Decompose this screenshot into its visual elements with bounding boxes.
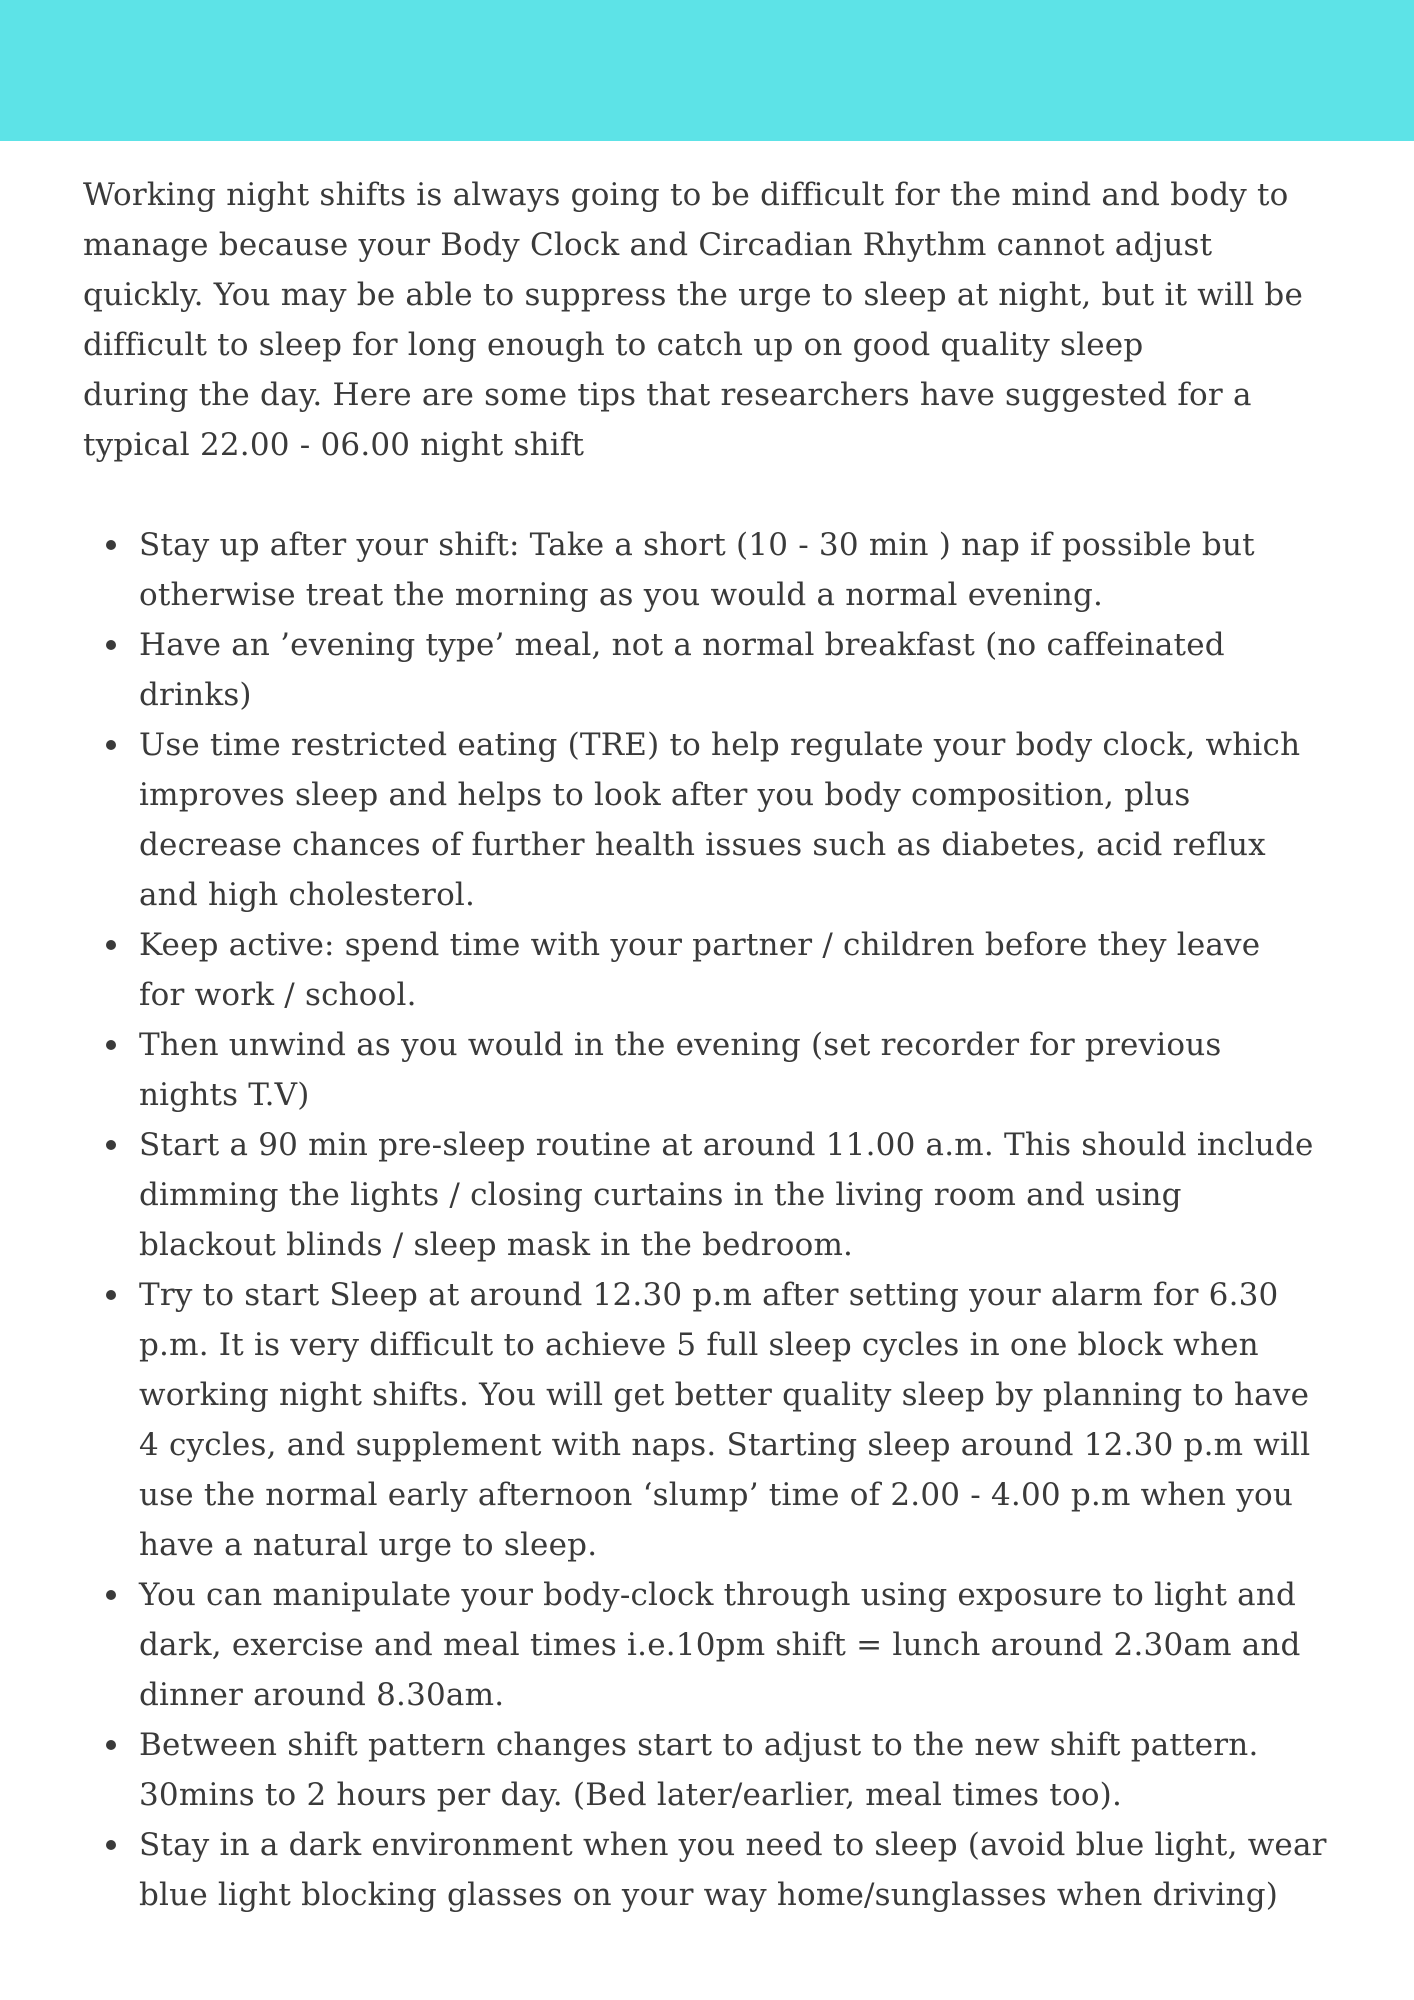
intro-line: manage because your Body Clock and Circadian Rhythm cannot adjust [83,227,1213,263]
list-item [139,920,1343,1020]
intro-line: difficult to sleep for long enough to catch up on good quality sleep [83,327,1144,363]
tip-line: use the normal early afternoon ‘slump’ time of 2.00 - 4.00 p.m when you [139,1477,1293,1513]
list-item [139,520,1343,620]
tip-line: dinner around 8.30am. [139,1677,505,1713]
list-item [139,1820,1343,1920]
list-item [139,720,1343,920]
intro-line: during the day. Here are some tips that researchers have suggested for a [83,377,1252,413]
tip-line: blackout blinds / sleep mask in the bedroom. [139,1227,854,1263]
list-item [139,1270,1343,1570]
tip-line: 4 cycles, and supplement with naps. Starting sleep around 12.30 p.m will [139,1427,1311,1463]
bullet-icon [106,1040,116,1050]
tip-line: for work / school. [139,977,417,1013]
list-item [139,620,1343,720]
intro-line: Working night shifts is always going to be difficult for the mind and body to [83,177,1289,213]
list-item [139,1720,1343,1820]
bullet-icon [106,740,116,750]
tip-line: drinks) [139,677,252,713]
tip-line: Try to start Sleep at around 12.30 p.m after setting your alarm for 6.30 [139,1277,1279,1313]
tip-line: otherwise treat the morning as you would a normal evening. [139,577,1104,613]
tip-line: dark, exercise and meal times i.e.10pm shift = lunch around 2.30am and [139,1627,1301,1663]
bullet-icon [106,940,116,950]
bullet-icon [106,1590,116,1600]
tip-line: have a natural urge to sleep. [139,1527,598,1563]
tip-line: You can manipulate your body-clock through using exposure to light and [139,1577,1297,1613]
bullet-icon [106,1140,116,1150]
bullet-icon [106,540,116,550]
list-item [139,1020,1343,1120]
tip-line: improves sleep and helps to look after you body composition, plus [139,777,1191,813]
tip-line: Keep active: spend time with your partner / children before they leave [139,927,1261,963]
tip-line: p.m. It is very difficult to achieve 5 full sleep cycles in one block when [139,1327,1259,1363]
list-item [139,1120,1343,1270]
tip-line: blue light blocking glasses on your way home/sunglasses when driving) [139,1877,1279,1913]
tip-line: and high cholesterol. [139,877,476,913]
tip-line: nights T.V) [139,1077,310,1113]
tip-line: Then unwind as you would in the evening (set recorder for previous [139,1027,1222,1063]
tip-line: Between shift pattern changes start to adjust to the new shift pattern. [139,1727,1259,1763]
bullet-icon [106,640,116,650]
intro-line: typical 22.00 - 06.00 night shift [83,427,585,463]
tip-line: 30mins to 2 hours per day. (Bed later/earlier, meal times too). [139,1777,1123,1813]
list-item [139,1570,1343,1720]
tip-line: Have an ’evening type’ meal, not a normal breakfast (no caffeinated [139,627,1225,663]
intro-line: quickly. You may be able to suppress the urge to sleep at night, but it will be [83,277,1304,313]
bullet-icon [106,1740,116,1750]
tip-line: Stay in a dark environment when you need to sleep (avoid blue light, wear [139,1827,1327,1863]
bullet-icon [106,1290,116,1300]
tip-line: dimming the lights / closing curtains in the living room and using [139,1177,1182,1213]
tip-line: decrease chances of further health issues such as diabetes, acid reflux [139,827,1266,863]
tip-line: Start a 90 min pre-sleep routine at around 11.00 a.m. This should include [139,1127,1314,1163]
header-banner [0,0,1414,141]
intro-paragraph [83,170,1343,470]
tip-line: Use time restricted eating (TRE) to help regulate your body clock, which [139,727,1301,763]
bullet-icon [106,1840,116,1850]
document-body [83,170,1343,1920]
tip-line: working night shifts. You will get better quality sleep by planning to have [139,1377,1310,1413]
tips-list [83,520,1343,1920]
tip-line: Stay up after your shift: Take a short (10 - 30 min ) nap if possible but [139,527,1255,563]
